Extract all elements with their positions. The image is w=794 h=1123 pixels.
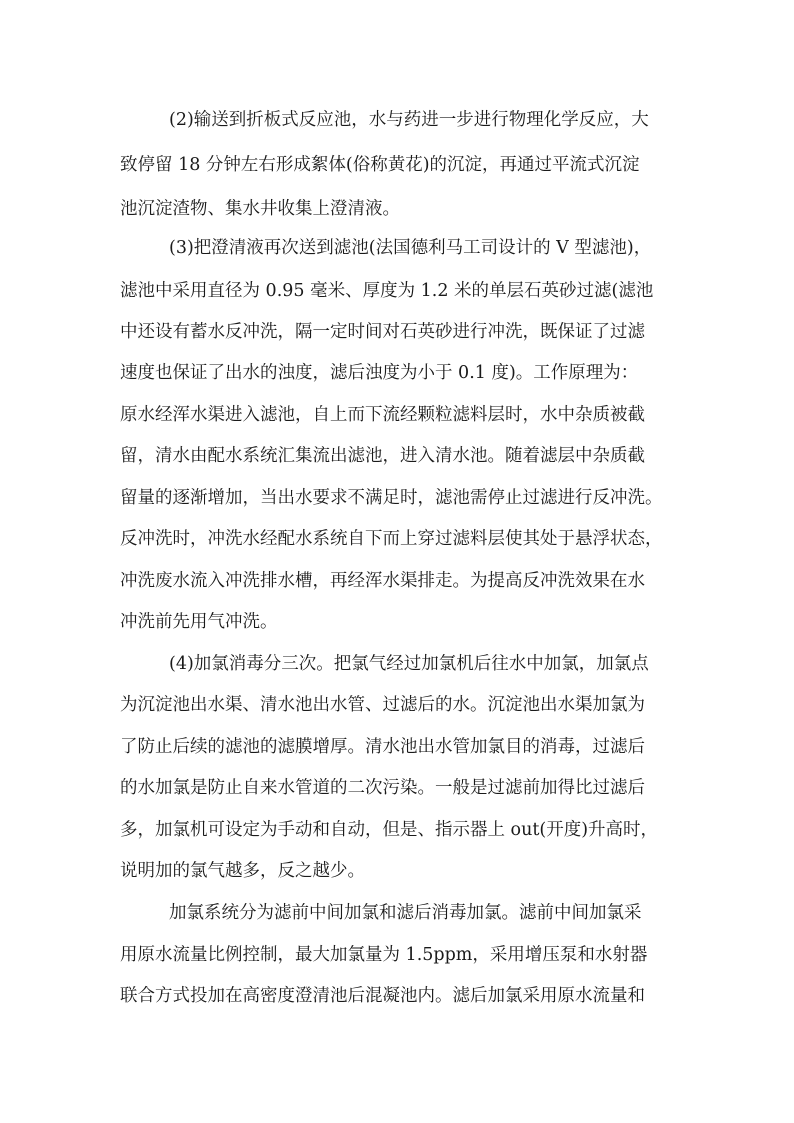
text-line: (3)把澄清液再次送到滤池(法国德利马工司设计的 V 型滤池)， [169, 238, 652, 258]
text-line: (4)加氯消毒分三次。把氯气经过加氯机后往水中加氯，加氯点 [169, 654, 649, 674]
text-line: 反冲洗时，冲洗水经配水系统自下而上穿过滤料层使其处于悬浮状态， [120, 529, 663, 549]
text-line: 冲洗前先用气冲洗。 [120, 612, 278, 632]
text-line: 冲洗废水流入冲洗排水槽，再经浑水渠排走。为提高反冲洗效果在水 [120, 571, 645, 591]
text-line: 加氯系统分为滤前中间加氯和滤后消毒加氯。滤前中间加氯采 [169, 903, 642, 923]
text-line: 的水加氯是防止自来水管道的二次污染。一般是过滤前加得比过滤后 [120, 778, 645, 798]
text-line: 池沉淀渣物、集水井收集上澄清液。 [120, 199, 400, 219]
text-line: 用原水流量比例控制，最大加氯量为 1.5ppm，采用增压泵和水射器 [120, 945, 648, 965]
text-line: 留量的逐渐增加，当出水要求不满足时，滤池需停止过滤进行反冲洗。 [120, 488, 663, 508]
text-line: 原水经浑水渠进入滤池，自上而下流经颗粒滤料层时，水中杂质被截 [120, 405, 645, 425]
text-line: 留，清水由配水系统汇集流出滤池，进入清水池。随着滤层中杂质截 [120, 446, 645, 466]
text-line: 速度也保证了出水的浊度，滤后浊度为小于 0.1 度)。工作原理为： [120, 363, 639, 383]
text-line: 为沉淀池出水渠、清水池出水管、过滤后的水。沉淀池出水渠加氯为 [120, 695, 645, 715]
text-line: 了防止后续的滤池的滤膜增厚。清水池出水管加氯目的消毒，过滤后 [120, 737, 645, 757]
text-line: (2)输送到折板式反应池，水与药进一步进行物理化学反应，大 [169, 110, 649, 130]
text-line: 滤池中采用直径为 0.95 毫米、厚度为 1.2 米的单层石英砂过滤(滤池 [120, 281, 654, 301]
text-line: 多，加氯机可设定为手动和自动，但是、指示器上 out(开度)升高时， [120, 820, 659, 840]
text-line: 联合方式投加在高密度澄清池后混凝池内。滤后加氯采用原水流量和 [120, 986, 645, 1006]
text-line: 中还设有蓄水反冲洗，隔一定时间对石英砂进行冲洗，既保证了过滤 [120, 322, 645, 342]
text-line: 致停留 18 分钟左右形成絮体(俗称黄花)的沉淀，再通过平流式沉淀 [120, 155, 640, 175]
text-line: 说明加的氯气越多，反之越少。 [120, 861, 365, 881]
